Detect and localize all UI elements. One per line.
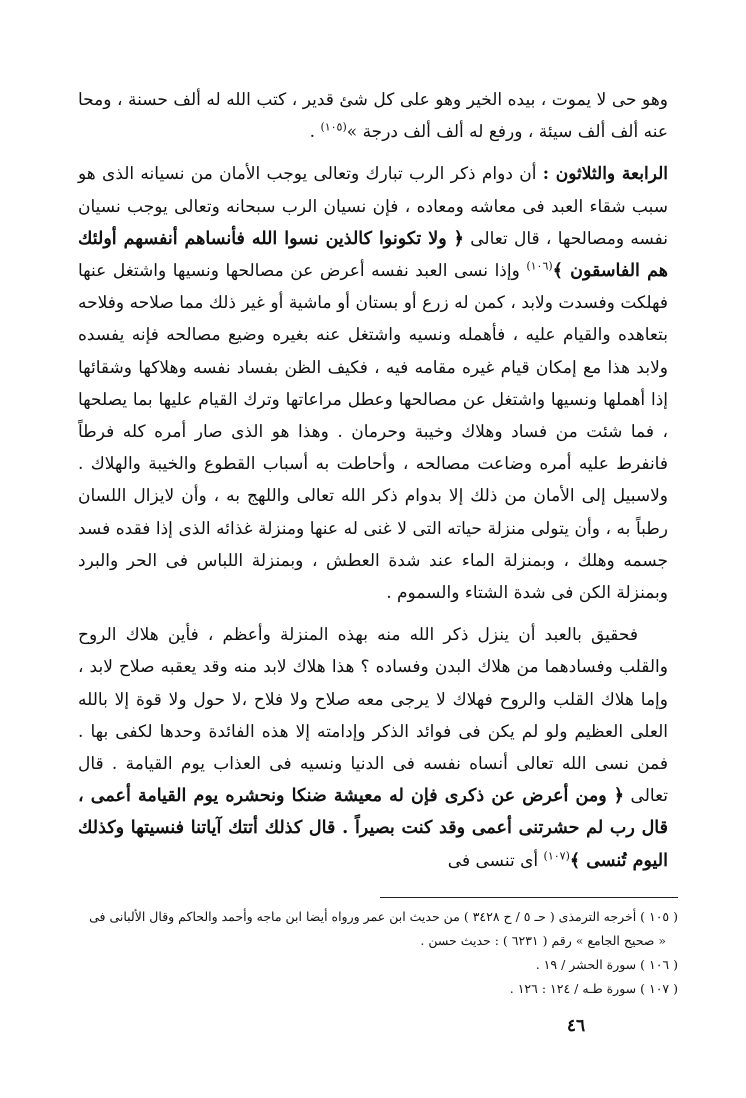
footnote-ref-105: (١٠٥) <box>320 120 347 134</box>
footnote-107: ( ١٠٧ ) سورة طـه / ١٢٤ : ١٢٦ . <box>509 981 678 996</box>
quran-verse-1: ﴿ ولا تكونوا كالذين نسوا الله فأنساهم أنفسهم أولئك هم الفاسقون ﴾ <box>78 228 668 282</box>
quran-verse-2: ﴿ ومن أعرض عن ذكرى فإن له معيشة ضنكا ونحشره يوم القيامة أعمى ، قال رب لم حشرتنى أعمى وقد كنت بصيراً . قال كذلك أتتك آياتنا فنسيتها وكذلك اليوم تُنسى ﴾ <box>78 786 668 871</box>
page-number: ٤٦ <box>566 1016 586 1036</box>
footnotes <box>78 905 678 1001</box>
paragraph-2 <box>78 158 668 609</box>
paragraph-3 <box>78 619 668 877</box>
footnote-105-continued: « صحيح الجامع » رقم ( ٦٢٣١ ) : حديث حسن . <box>420 933 666 948</box>
paragraph-3-text-a: فحقيق بالعبد أن ينزل ذكر الله منه بهذه المنزلة وأعظم ، فأين هلاك الروح والقلب وفسادهما من هلاك البدن وفساده ؟ هذا هلاك لابد منه وقد يعقبه صلاح لابد ، وإما هلاك القلب والروح فهلاك لا يرجى معه صلاح ولا فلاح ،لا حول ولا قوة إلا بالله العلى العظيم ولو لم يكن فى فوائد الذكر وإدامته إلا هذه الفائدة وحدها لكفى بها . فمن نسى الله تعالى أنساه نفسه فى الدنيا ونسيه فى العذاب يوم القيامة . قال تعالى <box>78 625 669 807</box>
paragraph-1-end: . <box>309 122 321 143</box>
paragraph-1-text: وهو حى لا يموت ، بيده الخير وهو على كل شئ قدير ، كتب الله له ألف حسنة ، ومحا عنه ألف ألف سيئة ، ورفع له ألف ألف درجة » <box>78 90 668 143</box>
section-heading: الرابعة والثلاثون : <box>542 164 668 185</box>
main-text <box>78 84 668 877</box>
footnote-ref-107: (١٠٧) <box>543 849 570 863</box>
paragraph-1 <box>78 84 668 148</box>
footnote-divider <box>380 897 678 898</box>
footnote-105: ( ١٠٥ ) أخرجه الترمذى ( حـ ٥ / ح ٣٤٢٨ ) من حديث ابن عمر ورواه أيضا ابن ماجه وأحمد والحاكم وقال الألبانى فى <box>89 909 678 924</box>
paragraph-2-text-b: وإذا نسى العبد نفسه أعرض عن مصالحها ونسيها واشتغل عنها فهلكت وفسدت ولابد ، كمن له زرع أو بستان أو ماشية أو غير ذلك مما صلاحه وفلاحه بتعاهده والقيام عليه ، فأهمله ونسيه واشتغل عنه بغيره وضيع مصالحه فإنه يفسده ولابد هذا مع إمكان قيام غيره مقامه فيه ، فكيف الظن بفساد نفسه وهلاكها وشقائها إذا أهملها ونسيها واشتغل عن مصالحها وعطل مراعاتها وترك القيام عليها بما يصلحها ، فما شئت من فساد وهلاك وخيبة وحرمان . وهذا هو الذى صار أمره كله فرطاً فانفرط عليه أمره وضاعت مصالحه ، وأحاطت به أسباب القطوع والخيبة والهلاك . ولاسبيل إلى الأمان من ذلك إلا بدوام ذكر الله تعالى واللهج به ، وأن لايزال اللسان رطباً به ، وأن يتولى منزلة حياته التى لا غنى له عنها ومنزلة غذائه الذى إذا فقده فسد جسمه وهلك ، وبمنزلة الماء عند شدة العطش ، وبمنزلة اللباس فى الحر والبرد وبمنزلة الكن فى شدة الشتاء والسموم . <box>78 261 668 604</box>
footnote-106: ( ١٠٦ ) سورة الحشر / ١٩ . <box>535 957 678 972</box>
footnote-ref-106: (١٠٦) <box>526 259 553 273</box>
paragraph-3-text-b: أى تنسى فى <box>447 850 544 871</box>
paragraph-2-text-a: أن دوام ذكر الرب تبارك وتعالى يوجب الأمان من نسيانه الذى هو سبب شقاء العبد فى معاشه ومعاده ، فإن نسيان الرب سبحانه وتعالى يوجب نسيان نفسه ومصالحها ، قال تعالى <box>78 164 668 249</box>
